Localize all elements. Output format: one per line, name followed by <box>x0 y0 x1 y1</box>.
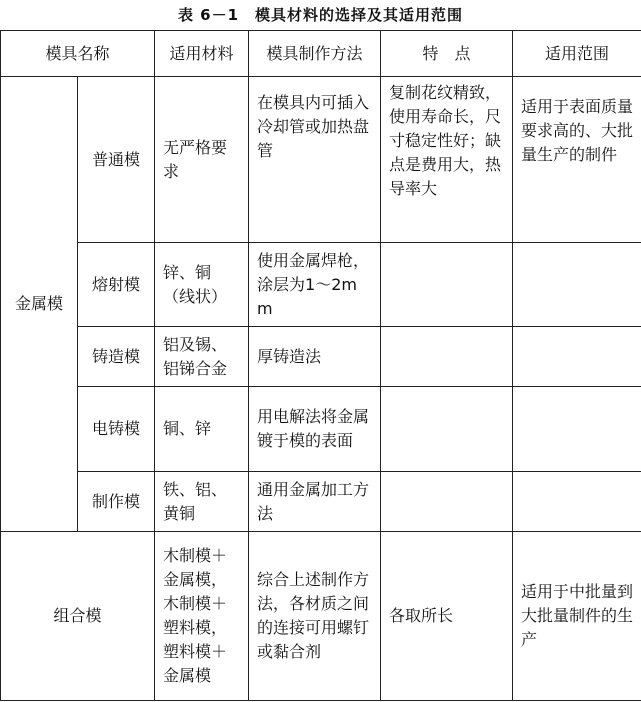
header-scope: 适用范围 <box>513 31 641 77</box>
row-scope-cell <box>513 243 641 327</box>
table-row-combo <box>1 532 641 701</box>
row-material-cell: 锌、铜（线状） <box>155 243 249 327</box>
row-method-cell: 使用金属焊枪，涂层为1～2mm <box>249 243 381 327</box>
row-scope-cell: 适用于表面质量要求高的、大批量生产的制件 <box>513 77 641 243</box>
mold-material-table <box>0 30 641 701</box>
row-scope-cell <box>513 472 641 532</box>
combo-features-cell: 各取所长 <box>381 532 513 701</box>
row-material-cell: 铜、锌 <box>155 387 249 472</box>
row-method-cell: 在模具内可插入冷却管或加热盘管 <box>249 77 381 243</box>
row-material-cell: 无严格要求 <box>155 77 249 243</box>
row-material-cell: 铝及锡、铝锑合金 <box>155 327 249 387</box>
table-row <box>1 77 641 243</box>
group-cell-metal: 金属模 <box>1 77 78 532</box>
row-features-cell <box>381 472 513 532</box>
row-name-cell: 制作模 <box>78 472 155 532</box>
row-features-cell <box>381 243 513 327</box>
row-name-cell: 电铸模 <box>78 387 155 472</box>
table-row <box>1 327 641 387</box>
row-method-cell: 厚铸造法 <box>249 327 381 387</box>
table-title: 表 6－1 模具材料的选择及其适用范围 <box>177 6 464 24</box>
combo-material-cell: 木制模＋金属模，木制模＋塑料模，塑料模＋金属模 <box>155 532 249 701</box>
table-row <box>1 243 641 327</box>
row-features-cell <box>381 387 513 472</box>
row-method-cell: 通用金属加工方法 <box>249 472 381 532</box>
header-features: 特 点 <box>381 31 513 77</box>
row-name-cell: 普通模 <box>78 77 155 243</box>
row-scope-cell <box>513 387 641 472</box>
table-row <box>1 472 641 532</box>
row-features-cell: 复制花纹精致，使用寿命长，尺寸稳定性好；缺点是费用大，热导率大 <box>381 77 513 243</box>
row-method-cell: 用电解法将金属镀于模的表面 <box>249 387 381 472</box>
row-material-cell: 铁、铝、黄铜 <box>155 472 249 532</box>
row-scope-cell <box>513 327 641 387</box>
header-material: 适用材料 <box>155 31 249 77</box>
row-name-cell: 铸造模 <box>78 327 155 387</box>
header-row <box>1 31 641 77</box>
row-name-cell: 熔射模 <box>78 243 155 327</box>
header-mold-name: 模具名称 <box>1 31 155 77</box>
row-features-cell <box>381 327 513 387</box>
combo-method-cell: 综合上述制作方法，各材质之间的连接可用螺钉或黏合剂 <box>249 532 381 701</box>
table-row <box>1 387 641 472</box>
group-cell-combo: 组合模 <box>1 532 155 701</box>
combo-scope-cell: 适用于中批量到大批量制件的生产 <box>513 532 641 701</box>
header-method: 模具制作方法 <box>249 31 381 77</box>
